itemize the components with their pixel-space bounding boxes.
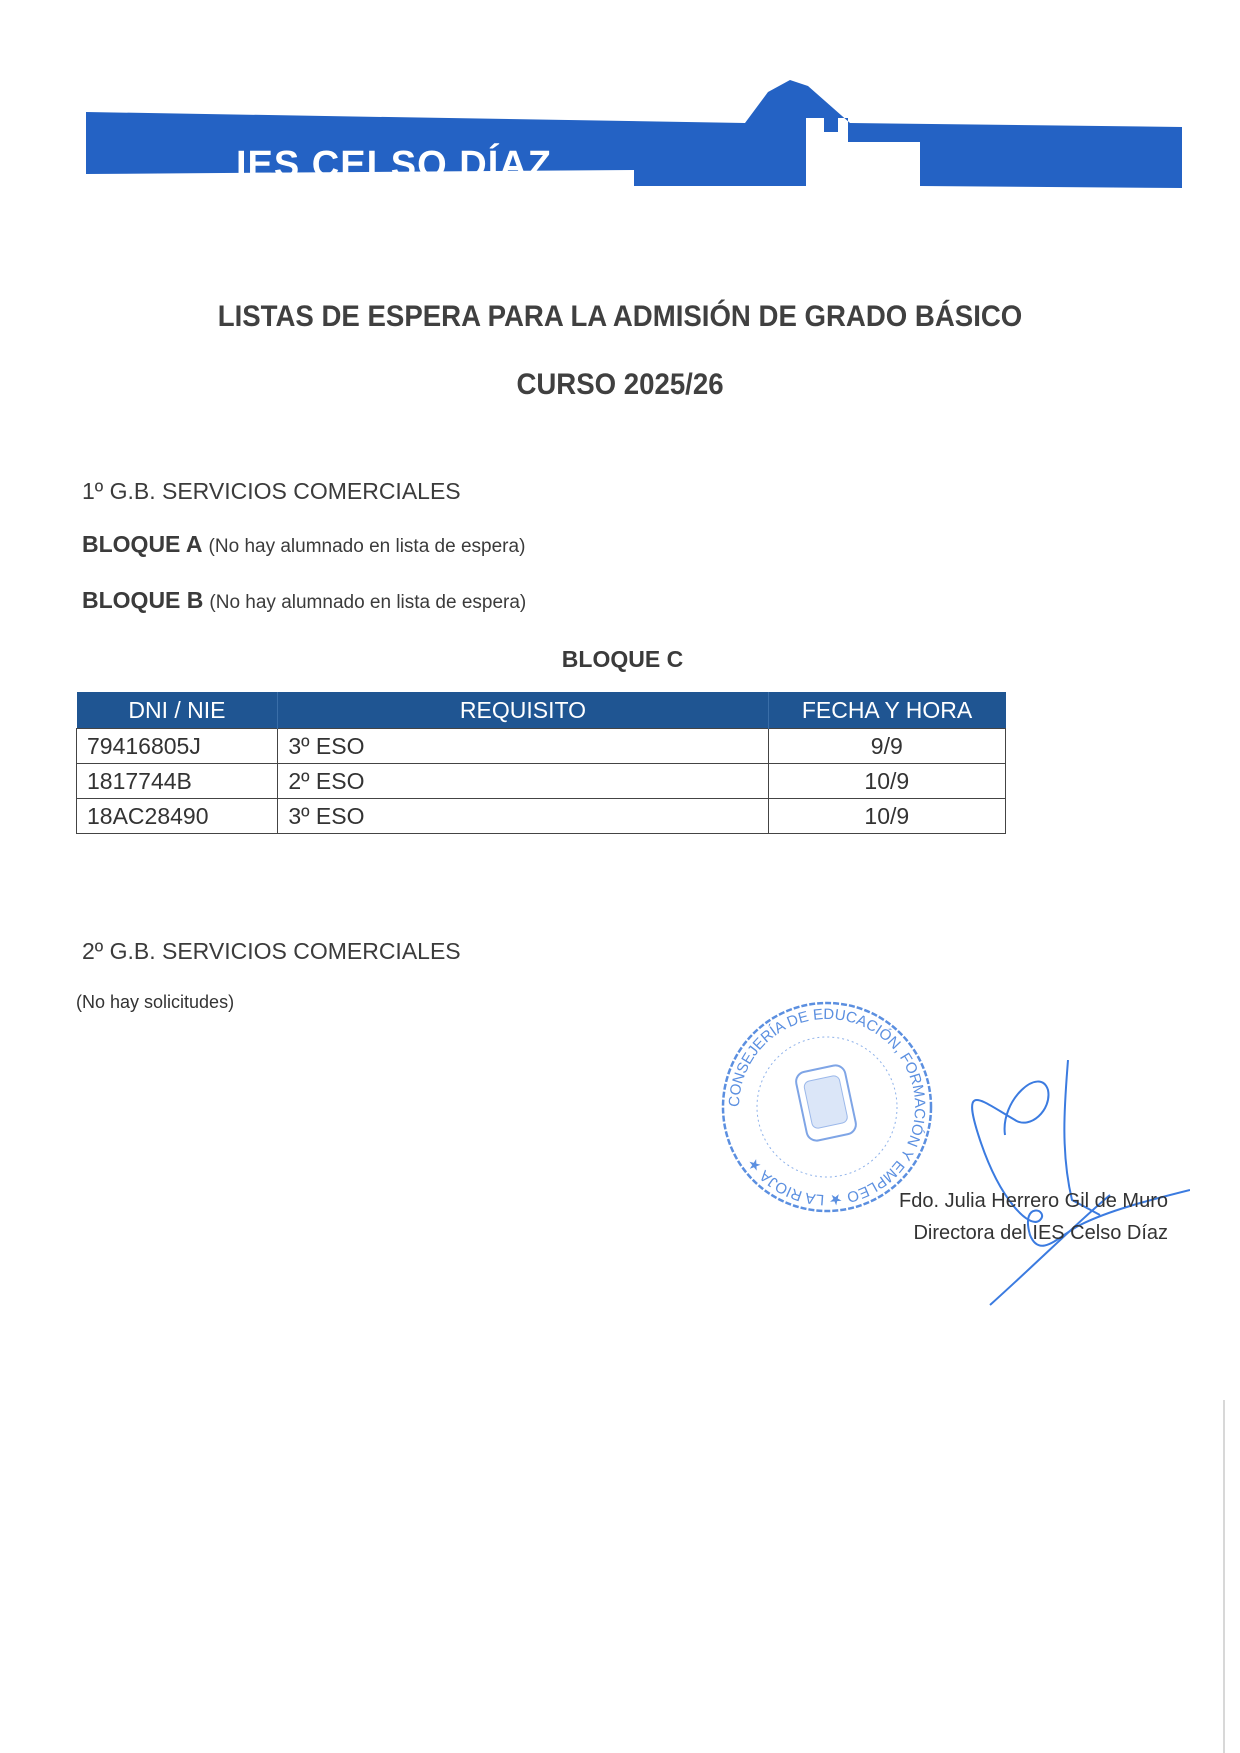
document-title: LISTAS DE ESPERA PARA LA ADMISIÓN DE GRADO BÁSICO bbox=[217, 300, 1023, 333]
column-header-requisito: REQUISITO bbox=[278, 692, 768, 729]
table-row bbox=[77, 764, 1006, 799]
bloque-c-title: BLOQUE C bbox=[561, 646, 684, 672]
cell-requisito: 2º ESO bbox=[278, 764, 768, 799]
bloque-a-label: BLOQUE A bbox=[82, 531, 203, 557]
bloque-b-label: BLOQUE B bbox=[82, 587, 204, 613]
cell-dni: 1817744B bbox=[77, 764, 278, 799]
bloque-b-note: (No hay alumnado en lista de espera) bbox=[209, 592, 527, 613]
stamp-text: CONSEJERÍA DE EDUCACIÓN, FORMACIÓN Y EMPLEO ★ LA RIOJA ★ bbox=[725, 1005, 929, 1209]
cell-fecha: 10/9 bbox=[768, 764, 1005, 799]
official-stamp bbox=[716, 996, 938, 1218]
cell-requisito: 3º ESO bbox=[278, 799, 768, 834]
column-header-fecha: FECHA Y HORA bbox=[768, 692, 1005, 729]
cell-fecha: 9/9 bbox=[768, 729, 1005, 764]
cell-fecha: 10/9 bbox=[768, 799, 1005, 834]
waitlist-table bbox=[76, 692, 1006, 834]
column-header-dni: DNI / NIE bbox=[77, 692, 278, 729]
bloque-a bbox=[82, 531, 525, 558]
scan-edge-line bbox=[1223, 1400, 1225, 1753]
school-logo bbox=[0, 0, 1240, 200]
table-row bbox=[77, 799, 1006, 834]
cell-dni: 79416805J bbox=[77, 729, 278, 764]
bloque-a-note: (No hay alumnado en lista de espera) bbox=[208, 536, 526, 557]
section-heading-2: 2º G.B. SERVICIOS COMERCIALES bbox=[82, 938, 461, 964]
bloque-b bbox=[82, 587, 526, 614]
cell-dni: 18AC28490 bbox=[77, 799, 278, 834]
table-header-row bbox=[77, 692, 1006, 729]
document-subtitle: CURSO 2025/26 bbox=[516, 368, 724, 401]
header-banner bbox=[0, 0, 1240, 200]
signatory-name: Fdo. Julia Herrero Gil de Muro bbox=[899, 1190, 1168, 1212]
section-heading-1: 1º G.B. SERVICIOS COMERCIALES bbox=[82, 478, 461, 504]
no-requests-note: (No hay solicitudes) bbox=[76, 992, 235, 1012]
handwritten-signature bbox=[960, 1060, 1190, 1310]
signatory-role: Directora del IES Celso Díaz bbox=[913, 1222, 1168, 1244]
table-row bbox=[77, 729, 1006, 764]
logo-text: IES CELSO DÍAZ bbox=[236, 144, 552, 181]
cell-requisito: 3º ESO bbox=[278, 729, 768, 764]
